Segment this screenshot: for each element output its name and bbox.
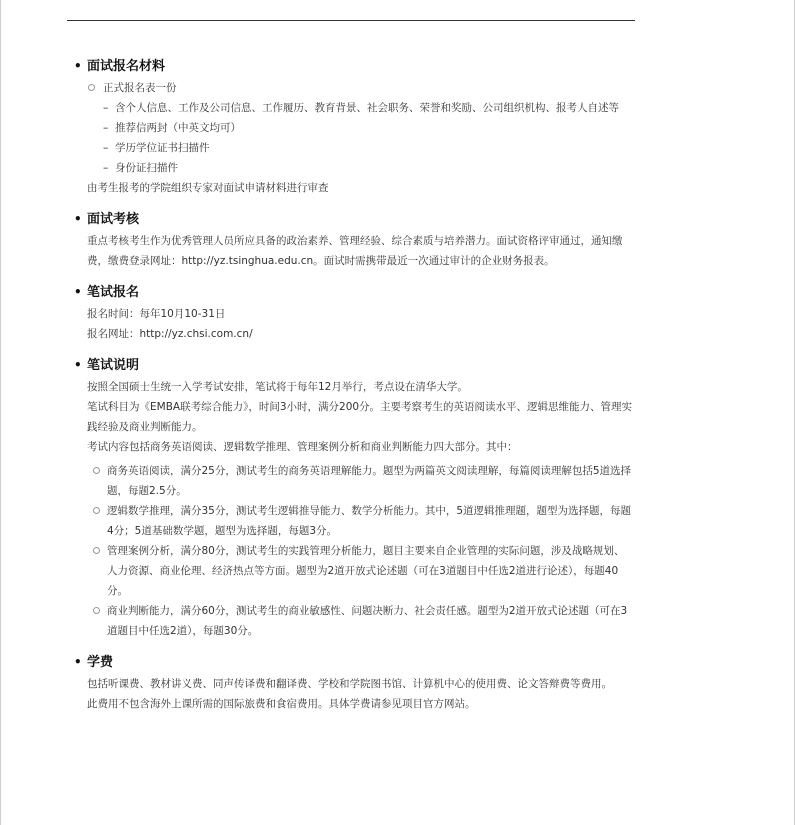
section-title: 面试报名材料: [87, 59, 166, 74]
sub-list-item: – 学历学位证书扫描件: [103, 142, 210, 154]
registration-url: 报名网址：http://yz.chsi.com.cn/: [87, 328, 253, 340]
paragraph: 笔试科目为《EMBA联考综合能力》，时间3小时，满分200分。主要考察考生的英语阅读水平、逻辑思维能力、管理实践经验及商业判断能力。: [87, 401, 633, 433]
circle-bullet-icon: [93, 547, 100, 554]
bullet-dot: •: [74, 655, 82, 669]
bullet-dot: •: [74, 358, 82, 372]
sub-list: [103, 98, 634, 178]
paragraph: 考试内容包括商务英语阅读、逻辑数学推理、管理案例分析和商业判断能力四大部分。其中：: [87, 441, 518, 453]
circle-bullet-icon: [93, 607, 100, 614]
section-tuition: [74, 653, 634, 714]
bullet-dot: •: [74, 212, 82, 226]
list-item-label: 正式报名表一份: [103, 82, 177, 94]
circle-bullet-icon: [93, 467, 100, 474]
paragraph: 包括听课费、教材讲义费、同声传译费和翻译费、学校和学院图书馆、计算机中心的使用费、论文答辩费等费用。: [87, 678, 612, 690]
section-title: 学费: [87, 655, 114, 670]
list-item: 商业判断能力，满分60分，测试考生的商业敏感性、问题决断力、社会责任感。题型为2道开放式论述题（可在3道题目中任选2道），每题30分。: [79, 601, 634, 641]
circle-bullet-icon: [93, 507, 100, 514]
list-item: 商务英语阅读，满分25分，测试考生的商务英语理解能力。题型为两篇英文阅读理解，每篇阅读理解包括5道选择题，每题2.5分。: [79, 461, 634, 501]
paragraph: 此费用不包含海外上课所需的国际旅费和食宿费用。具体学费请参见项目官方网站。: [87, 698, 476, 710]
section-interview-assessment: [74, 210, 634, 271]
section-title: 笔试报名: [87, 285, 140, 300]
list-item: [87, 78, 634, 178]
section-title: 笔试说明: [87, 358, 140, 373]
paragraph: 按照全国硕士生统一入学考试安排，笔试将于每年12月举行，考点设在清华大学。: [87, 381, 468, 393]
materials-list: [87, 78, 634, 178]
section-note: 由考生报考的学院组织专家对面试申请材料进行审查: [87, 182, 329, 194]
paragraph: 重点考核考生作为优秀管理人员所应具备的政治素养、管理经验、综合素质与培养潜力。面试资格评审通过，通知缴费，缴费登录网址：http://yz.tsinghua.edu.cn。面试时需携带最近一次通过审计的企业财务报表。: [87, 235, 623, 267]
article-content: [74, 57, 634, 726]
section-written-exam: [74, 356, 634, 641]
registration-time: 报名时间：每年10月10-31日: [87, 308, 226, 320]
bullet-dot: •: [74, 285, 82, 299]
circle-bullet-icon: [88, 84, 95, 91]
section-written-registration: [74, 283, 634, 344]
sub-list-item: – 身份证扫描件: [103, 162, 178, 174]
section-interview-materials: [74, 57, 634, 198]
sub-list-item: – 推荐信两封（中英文均可）: [103, 122, 241, 134]
list-item: 逻辑数学推理，满分35分，测试考生逻辑推导能力、数学分析能力。其中，5道逻辑推理题，题型为选择题，每题4分；5道基础数学题，题型为选择题，每题3分。: [79, 501, 634, 541]
exam-parts-list: [79, 461, 634, 641]
list-item: 管理案例分析，满分80分，测试考生的实践管理分析能力，题目主要来自企业管理的实际问题，涉及战略规划、人力资源、商业伦理、经济热点等方面。题型为2道开放式论述题（可在3道题目中任选2道进行论述），每题40分。: [79, 541, 634, 601]
top-divider: [67, 20, 635, 21]
sub-list-item: – 含个人信息、工作及公司信息、工作履历、教育背景、社会职务、荣誉和奖励、公司组织机构、报考人自述等: [103, 102, 619, 114]
bullet-dot: •: [74, 59, 82, 73]
section-title: 面试考核: [87, 212, 140, 227]
page-left-border: [0, 0, 1, 825]
